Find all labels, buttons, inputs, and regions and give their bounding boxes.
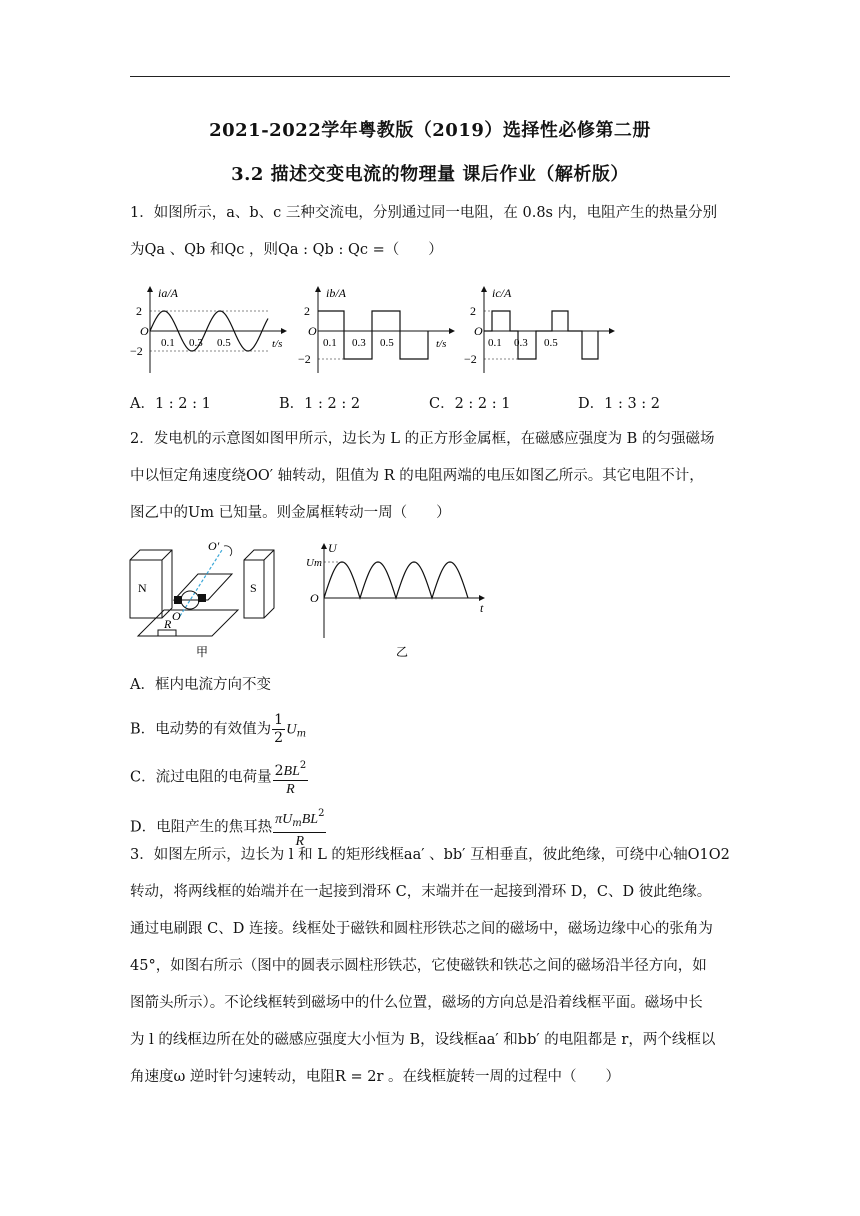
q1-graph-c-origin: O [474, 324, 483, 338]
q1-graph-b-tick-3: 0.5 [380, 337, 394, 349]
q1-graph-b [296, 283, 461, 375]
q1-stem-line2: 为Qa 、Qb 和Qc ，则Qa : Qb : Qc =（ ） [130, 242, 443, 258]
q1-graph-b-origin: O [308, 324, 317, 338]
q1-graph-b-yneg: −2 [298, 352, 311, 366]
q2-option-b[interactable]: B．电动势的有效值为 $\frac{1}{2}$ $U_m$ [130, 712, 307, 746]
axis-label-bottom: O [172, 609, 181, 623]
figure-yi-caption: 乙 [396, 645, 409, 659]
q1-graph-a-tick-1: 0.1 [161, 337, 175, 349]
q1-graph-a [128, 283, 298, 375]
q2-yi-ylabel: U [328, 541, 337, 555]
q1-graph-c-tick-3: 0.5 [544, 337, 558, 349]
q3-stem-line4: 45°，如图右所示（图中的圆表示圆柱形铁芯，它使磁铁和铁芯之间的磁场沿半径方向，如 [130, 958, 707, 974]
q2-option-a[interactable]: A．框内电流方向不变 [130, 677, 271, 693]
q2-option-b-text: B．电动势的有效值为 [130, 721, 272, 738]
header-rule [130, 76, 730, 77]
q3-stem-line1: 3．如图左所示，边长为 l 和 L 的矩形线框aa′ 、bb′ 互相垂直，彼此绝缘，可绕中心轴O1O2 [130, 847, 730, 863]
fraction-heat: $\frac{\pi U_mBL^2}{R}$ [273, 805, 326, 850]
figure-jia-caption: 甲 [196, 645, 209, 659]
rotation-axis [180, 550, 222, 616]
q1-graph-c-curve [484, 311, 598, 359]
fraction-half: $\frac{1}{2}$ [274, 712, 284, 746]
q1-graph-a-yneg: −2 [130, 344, 143, 358]
q2-voltage-curve [324, 562, 468, 598]
q2-stem-line1: 2．发电机的示意图如图甲所示，边长为 L 的正方形金属框，在磁感应强度为 B 的匀强磁场 [130, 431, 715, 447]
q1-graph-c-ylabel: ic/A [492, 286, 512, 300]
q1-graph-c-yneg: −2 [464, 352, 477, 366]
resistor-label: R [164, 617, 172, 631]
q1-graph-a-ylabel: ia/A [158, 286, 178, 300]
q1-option-c[interactable]: C．2 : 2 : 1 [429, 396, 511, 412]
q3-stem-line5: 图箭头所示）。不论线框转到磁场中的什么位置，磁场的方向总是沿着线框平面。磁场中长 [130, 995, 703, 1011]
q2-figure-generator [128, 540, 288, 660]
document-subtitle: 3.2 描述交变电流的物理量 课后作业（解析版） [231, 164, 629, 185]
q1-graph-a-xlabel: t/s [272, 338, 283, 350]
q3-stem-line7: 角速度ω 逆时针匀速转动，电阻R = 2r 。在线框旋转一周的过程中（ ） [130, 1069, 620, 1085]
q1-graph-c-tick-1: 0.1 [488, 337, 502, 349]
q1-option-a[interactable]: A．1 : 2 : 1 [130, 396, 211, 412]
q2-figure-voltage [300, 540, 500, 660]
q1-graph-c-ypos: 2 [470, 304, 476, 318]
q2-option-d-text: D．电阻产生的焦耳热 [130, 819, 273, 836]
document-title: 2021-2022学年粤教版（2019）选择性必修第二册 [209, 120, 651, 141]
q1-graph-b-ypos: 2 [304, 304, 310, 318]
q1-graph-a-origin: O [140, 324, 149, 338]
q2-yi-um: Um [306, 557, 322, 569]
q1-graph-c [462, 283, 622, 375]
q1-graph-b-tick-2: 0.3 [352, 337, 366, 349]
q2-stem-line2: 中以恒定角速度绕OO′ 轴转动，阻值为 R 的电阻两端的电压如图乙所示。其它电阻不计， [130, 468, 704, 484]
q1-stem-line1: 1．如图所示，a、b、c 三种交流电，分别通过同一电阻，在 0.8s 内，电阻产生的热量分别 [130, 205, 718, 221]
n-pole-label: N [138, 581, 147, 595]
q1-graph-a-ypos: 2 [136, 304, 142, 318]
q2-stem-line3: 图乙中的Um 已知量。则金属框转动一周（ ） [130, 505, 451, 521]
q1-graph-a-tick-2: 0.3 [189, 337, 203, 349]
s-pole-label: S [250, 581, 257, 595]
q1-option-b[interactable]: B．1 : 2 : 2 [279, 396, 361, 412]
q1-graph-c-tick-2: 0.3 [514, 337, 528, 349]
q1-graph-b-curve [318, 311, 428, 359]
q3-stem-line6: 为 l 的线框边所在处的磁感应强度大小恒为 B，设线框aa′ 和bb′ 的电阻都是 r，两个线框以 [130, 1032, 716, 1048]
q1-graph-b-ylabel: ib/A [326, 286, 346, 300]
q2-option-c[interactable] [130, 757, 309, 798]
q1-option-d[interactable]: D．1 : 3 : 2 [578, 396, 661, 412]
q2-yi-origin: O [310, 591, 319, 605]
fraction-charge: $\frac{2BL^2}{R}$ [273, 757, 309, 798]
q1-graph-a-tick-3: 0.5 [217, 337, 231, 349]
q3-stem-line2: 转动，将两线框的始端并在一起接到滑环 C，末端并在一起接到滑环 D，C、D 彼此绝缘。 [130, 884, 712, 900]
axis-label-top: O′ [208, 540, 220, 553]
q1-graph-b-tick-1: 0.1 [323, 337, 337, 349]
q1-graph-b-xlabel: t/s [436, 338, 447, 350]
coil-frame-lower [138, 610, 238, 636]
q2-yi-xlabel: t [480, 601, 484, 615]
q3-stem-line3: 通过电刷跟 C、D 连接。线框处于磁铁和圆柱形铁芯之间的磁场中，磁场边缘中心的张角为 [130, 921, 713, 937]
q2-option-c-text: C．流过电阻的电荷量 [130, 769, 272, 786]
